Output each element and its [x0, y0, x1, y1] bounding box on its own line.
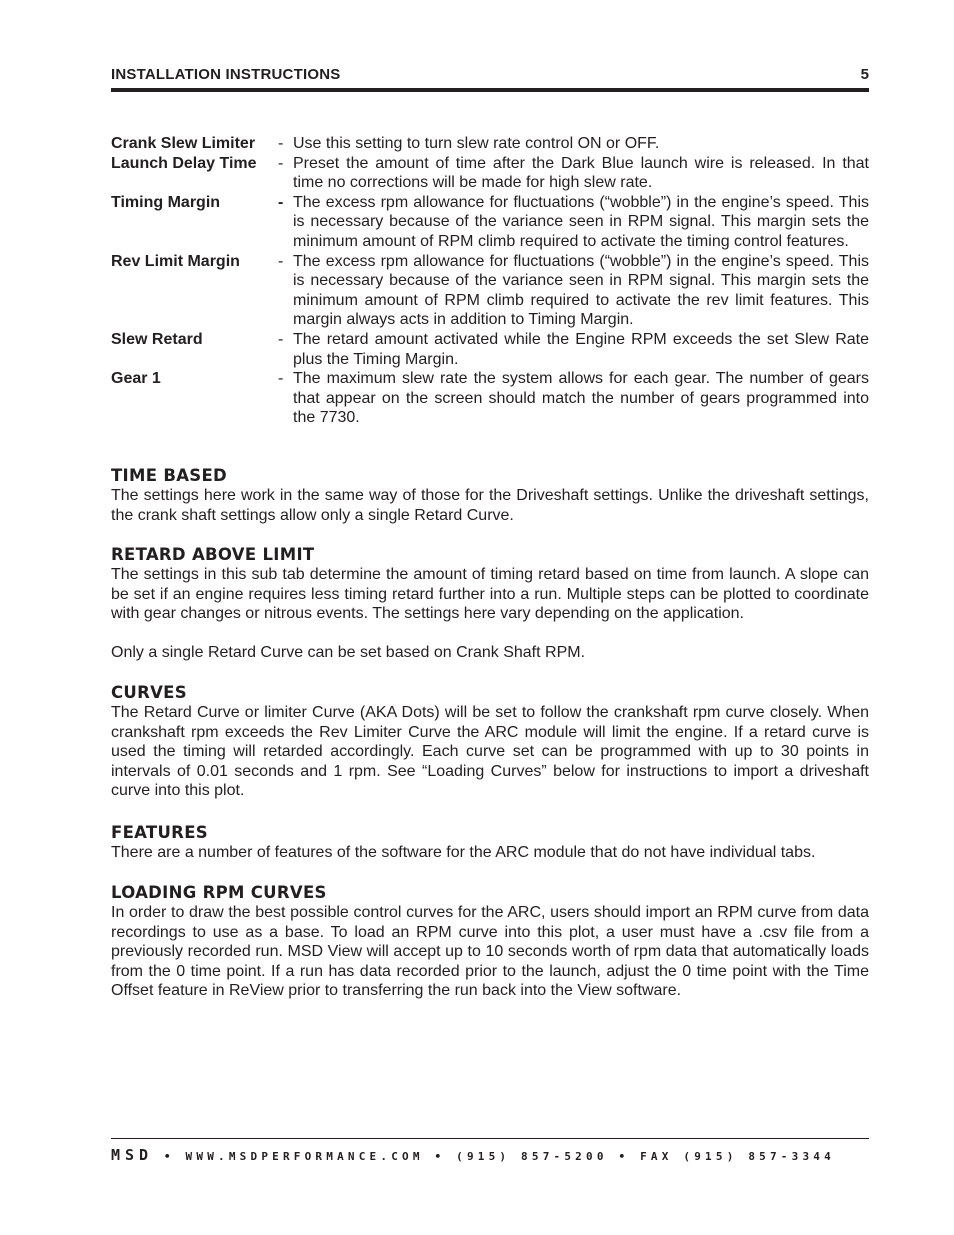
header-title: INSTALLATION INSTRUCTIONS [111, 66, 341, 83]
definition-term: Crank Slew Limiter [111, 135, 256, 152]
section-features [111, 823, 869, 863]
section-body: The Retard Curve or limiter Curve (AKA Dots) will be set to follow the crankshaft rpm curve closely. When crankshaft rpm exceeds the Rev Limiter Curve the ARC module will limit the engine. If a retard curve is used the timing will retarded accordingly. Each curve set can be programmed with up to 30 points in intervals of 0.01 seconds and 1 rpm. See “Loading Curves” below for instructions to import a driveshaft curve into this plot. [111, 704, 869, 800]
definition-dash: - [278, 370, 284, 388]
page-header [111, 66, 869, 92]
section-heading: CURVES [111, 683, 187, 702]
footer-contact: • WWW.MSDPERFORMANCE.COM • (915) 857-5200 • FAX (915) 857-3344 [153, 1150, 835, 1163]
section-body: The settings here work in the same way of those for the Driveshaft settings. Unlike the driveshaft settings, the crank shaft settings allow only a single Retard Curve. [111, 487, 869, 524]
definition-text: Preset the amount of time after the Dark Blue launch wire is released. In that time no corrections will be made for high slew rate. [293, 154, 869, 192]
section-loading-rpm-curves [111, 883, 869, 1001]
definition-text: The retard amount activated while the Engine RPM exceeds the set Slew Rate plus the Timing Margin. [293, 330, 869, 368]
section-body: There are a number of features of the software for the ARC module that do not have individual tabs. [111, 844, 816, 861]
definition-term: Launch Delay Time [111, 154, 257, 172]
definition-text: The excess rpm allowance for fluctuations (“wobble”) in the engine’s speed. This is necessary because of the variance seen in RPM signal. This margin sets the minimum amount of RPM climb required to activate the rev limit features. This margin always acts in addition to Timing Margin. [293, 252, 869, 329]
definition-row [111, 369, 869, 428]
section-heading: RETARD ABOVE LIMIT [111, 545, 315, 564]
definition-term: Gear 1 [111, 370, 161, 388]
page-number: 5 [860, 66, 869, 83]
definition-row [111, 330, 869, 369]
section-body: Only a single Retard Curve can be set based on Crank Shaft RPM. [111, 644, 586, 662]
section-time-based [111, 466, 869, 525]
definition-term: Slew Retard [111, 330, 203, 348]
definition-row [111, 193, 869, 252]
definition-dash: - [278, 154, 284, 172]
definition-dash: - [278, 330, 284, 348]
footer-brand: MSD [111, 1146, 154, 1164]
definition-term: Rev Limit Margin [111, 252, 240, 270]
section-body: In order to draw the best possible control curves for the ARC, users should import an RPM curve from data recordings to use as a base. To load an RPM curve into this plot, a user must have a .csv file from a previously recorded run. MSD View will accept up to 10 seconds worth of rpm data that automatically loads from the 0 time point. If a run has data recorded prior to the launch, adjust the 0 time point with the Time Offset feature in ReView prior to transferring the run back into the View software. [111, 904, 869, 1000]
definition-text: The excess rpm allowance for fluctuations (“wobble”) in the engine’s speed. This is necessary because of the variance seen in RPM signal. This margin sets the minimum amount of RPM climb required to activate the timing control features. [293, 193, 869, 250]
section-heading: LOADING RPM CURVES [111, 883, 327, 902]
definition-dash: - [278, 135, 284, 152]
section-heading: FEATURES [111, 823, 208, 842]
section-body: The settings in this sub tab determine the amount of timing retard based on time from launch. A slope can be set if an engine requires less timing retard further into a run. Multiple steps can be plotted to coordinate with gear changes or nitrous events. The settings here vary depending on the application. [111, 566, 869, 623]
definition-row [111, 252, 869, 330]
definition-term: Timing Margin [111, 193, 221, 211]
definition-dash: - [278, 252, 284, 270]
definition-text: Use this setting to turn slew rate control ON or OFF. [293, 135, 660, 152]
section-retard-above-limit [111, 545, 869, 663]
section-heading: TIME BASED [111, 466, 228, 485]
definition-list [111, 134, 869, 428]
definition-row [111, 134, 869, 154]
definition-row [111, 154, 869, 193]
section-curves [111, 683, 869, 801]
definition-dash: - [278, 193, 284, 211]
page-footer [111, 1138, 869, 1165]
definition-text: The maximum slew rate the system allows for each gear. The number of gears that appear on the screen should match the number of gears programmed into the 7730. [293, 370, 869, 427]
